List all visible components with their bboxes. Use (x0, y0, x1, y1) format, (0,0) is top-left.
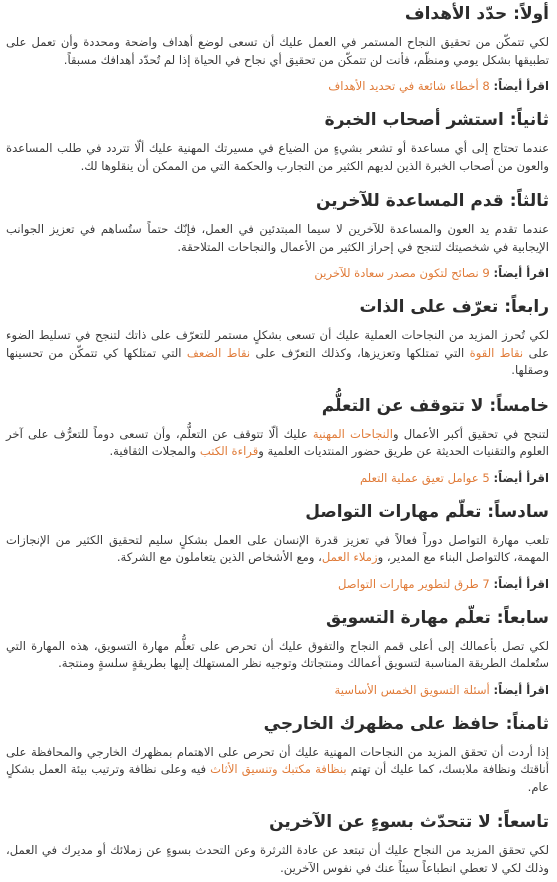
paragraph-text: لكي تُحرز المزيد من النجاحات العملية عليك أن تسعى بشكلٍ مستمر للتعرّف على ذاتك لتنجح في تسليط الضوء على (6, 328, 550, 360)
article-section (6, 604, 549, 698)
read-also-link[interactable]: 7 طرق لتطوير مهارات التواصل (337, 576, 490, 591)
read-also-label: اقرأ أيضاً: (493, 470, 549, 485)
section-heading: أولاً: حدّد الأهداف (404, 4, 549, 24)
paragraph-text: عندما تقدم يد العون والمساعدة للآخرين لا سيما المبتدئين في العمل، فإنّك حتماً ستُساهم في تعزيز الجوانب الإيجابية في شخصيتك لتنجح في إحراز الكثير من الأعمال والنجاحات المتلاحقة. (6, 222, 549, 254)
paragraph-text: لكي تصل بأعمالك إلى أعلى قمم النجاح والتفوق عليك أن تحرص على تعلُّم مهارة التسويق، هذه المهارة التي ستُعلمك الطريقة المناسبة لتسويق أعمالك ومنتجاتك وتوجيه نظر المستهلك إليها بطريقةٍ سلسةٍ ومنتجة. (6, 638, 549, 670)
paragraph-text: فيه وعلى نظافة وترتيب بيئة العمل بشكلٍ عام. (6, 762, 549, 794)
read-also (6, 265, 549, 281)
read-also-label: اقرأ أيضاً: (493, 682, 549, 697)
inline-link[interactable]: زملاء العمل (321, 550, 378, 564)
section-heading: ثالثاً: قدم المساعدة للآخرين (316, 191, 549, 211)
paragraph-text: لكي تحقق المزيد من النجاح عليك أن تبتعد عن عادة الثرثرة وعن التحدث بسوءٍ عن زملائك أو مديرك في العمل، وذلك لكي لا تعطي انطباعاً سيئاً عنك في نفوس الآخرين. (6, 843, 549, 875)
article-section (6, 106, 549, 175)
paragraph-text: ، ومع الأشخاص الذين يتعاملون مع الشركة. (116, 550, 322, 564)
inline-link[interactable]: قراءة الكتب (199, 444, 259, 458)
read-also-link[interactable]: أسئلة التسويق الخمس الأساسية (334, 682, 490, 697)
paragraph-text: التي تمتلكها كي تتمكّن من تحسينها وصقلها. (6, 345, 549, 377)
section-paragraph (6, 140, 549, 175)
article-section (6, 293, 549, 380)
article-section (6, 808, 549, 877)
inline-link[interactable]: نقاط القوة (469, 345, 524, 360)
read-also (6, 682, 549, 698)
paragraph-text: تلعب مهارة التواصل دوراً فعالاً في تعزيز قدرة الإنسان على العمل بشكلٍ سليم لتحقيق الكثير من الإنجازات المهمة، كالتواصل البناء مع المدير، و (6, 532, 549, 564)
read-also-label: اقرأ أيضاً: (493, 576, 549, 591)
section-heading: سادساً: تعلّم مهارات التواصل (305, 501, 549, 522)
inline-link[interactable]: النجاحات المهنية (312, 426, 393, 441)
read-also-link[interactable]: 5 عوامل تعيق عملية التعلم (359, 470, 490, 485)
paragraph-text: لتنجح في تحقيق أكبر الأعمال و (392, 426, 549, 441)
section-paragraph (6, 221, 549, 256)
section-heading: رابعاً: تعرّف على الذات (359, 297, 549, 317)
paragraph-text: عندما تحتاج إلى أي مساعدة أو تشعر بشيءٍ من الضياع في مسيرتك المهنية عليك ألّا تتردد في طلب المساعدة والعون من أصحاب الخبرة الذين لديهم الكثير من التجارب والحكمة التي من الممكن أن ينقلوها لك. (6, 141, 549, 173)
read-also-label: اقرأ أيضاً: (493, 79, 549, 93)
section-paragraph (6, 744, 549, 797)
article-section (6, 0, 549, 94)
section-paragraph (6, 327, 549, 380)
paragraph-text: إذا أردت أن تحقق المزيد من النجاحات المهنية عليك أن تحرص على الاهتمام بمظهرك الخارجي والمحافظة على أناقتك ونظافة ملابسك، كما عليك أن تهتم (6, 744, 549, 776)
section-heading: ثامناً: حافظ على مظهرك الخارجي (263, 713, 549, 734)
section-heading: تاسعاً: لا تتحدّث بسوءٍ عن الآخرين (269, 812, 549, 832)
section-paragraph (6, 638, 549, 673)
read-also-label: اقرأ أيضاً: (493, 266, 549, 280)
read-also-link[interactable]: 9 نصائح لتكون مصدر سعادة للآخرين (314, 266, 490, 280)
section-paragraph (6, 842, 549, 877)
read-also-link[interactable]: 8 أخطاء شائعة في تحديد الأهداف (328, 79, 490, 93)
section-paragraph (6, 34, 549, 69)
section-heading: سابعاً: تعلّم مهارة التسويق (325, 607, 549, 628)
article-section (6, 710, 549, 797)
article-section (6, 392, 549, 486)
section-heading: خامساً: لا تتوقف عن التعلُّم (321, 395, 549, 416)
read-also (6, 576, 549, 592)
article-section (6, 498, 549, 592)
read-also (6, 470, 549, 486)
paragraph-text: عليك ألّا تتوقف عن التعلُّم، وأن تسعى دوماً للتعرُّف على آخر العلوم والتقنيات الحديثة عن طريق حضور المنتديات العلمية و (6, 426, 549, 458)
paragraph-text: التي تمتلكها وتعزيزها، وكذلك التعرّف على (250, 345, 470, 360)
section-heading: ثانياً: استشر أصحاب الخبرة (324, 110, 549, 130)
article-section (6, 187, 549, 281)
section-paragraph (6, 426, 549, 461)
inline-link[interactable]: بنظافة مكتبك وتنسيق الأثاث (210, 762, 347, 776)
paragraph-text: لكي تتمكّن من تحقيق النجاح المستمر في العمل عليك أن تسعى لوضع أهداف واضحة ومحددة وأن تعمل على تطبيقها بشكل يومي ومنظّم، فأنت لن تتمكّن من تحقيق أي نجاح في الحياة إذا لم تُحدّد أهدافك مسبقاً. (6, 35, 549, 67)
inline-link[interactable]: نقاط الضعف (186, 345, 251, 360)
section-paragraph (6, 532, 549, 567)
read-also (6, 78, 549, 94)
paragraph-text: والمجلات الثقافية. (109, 444, 200, 458)
